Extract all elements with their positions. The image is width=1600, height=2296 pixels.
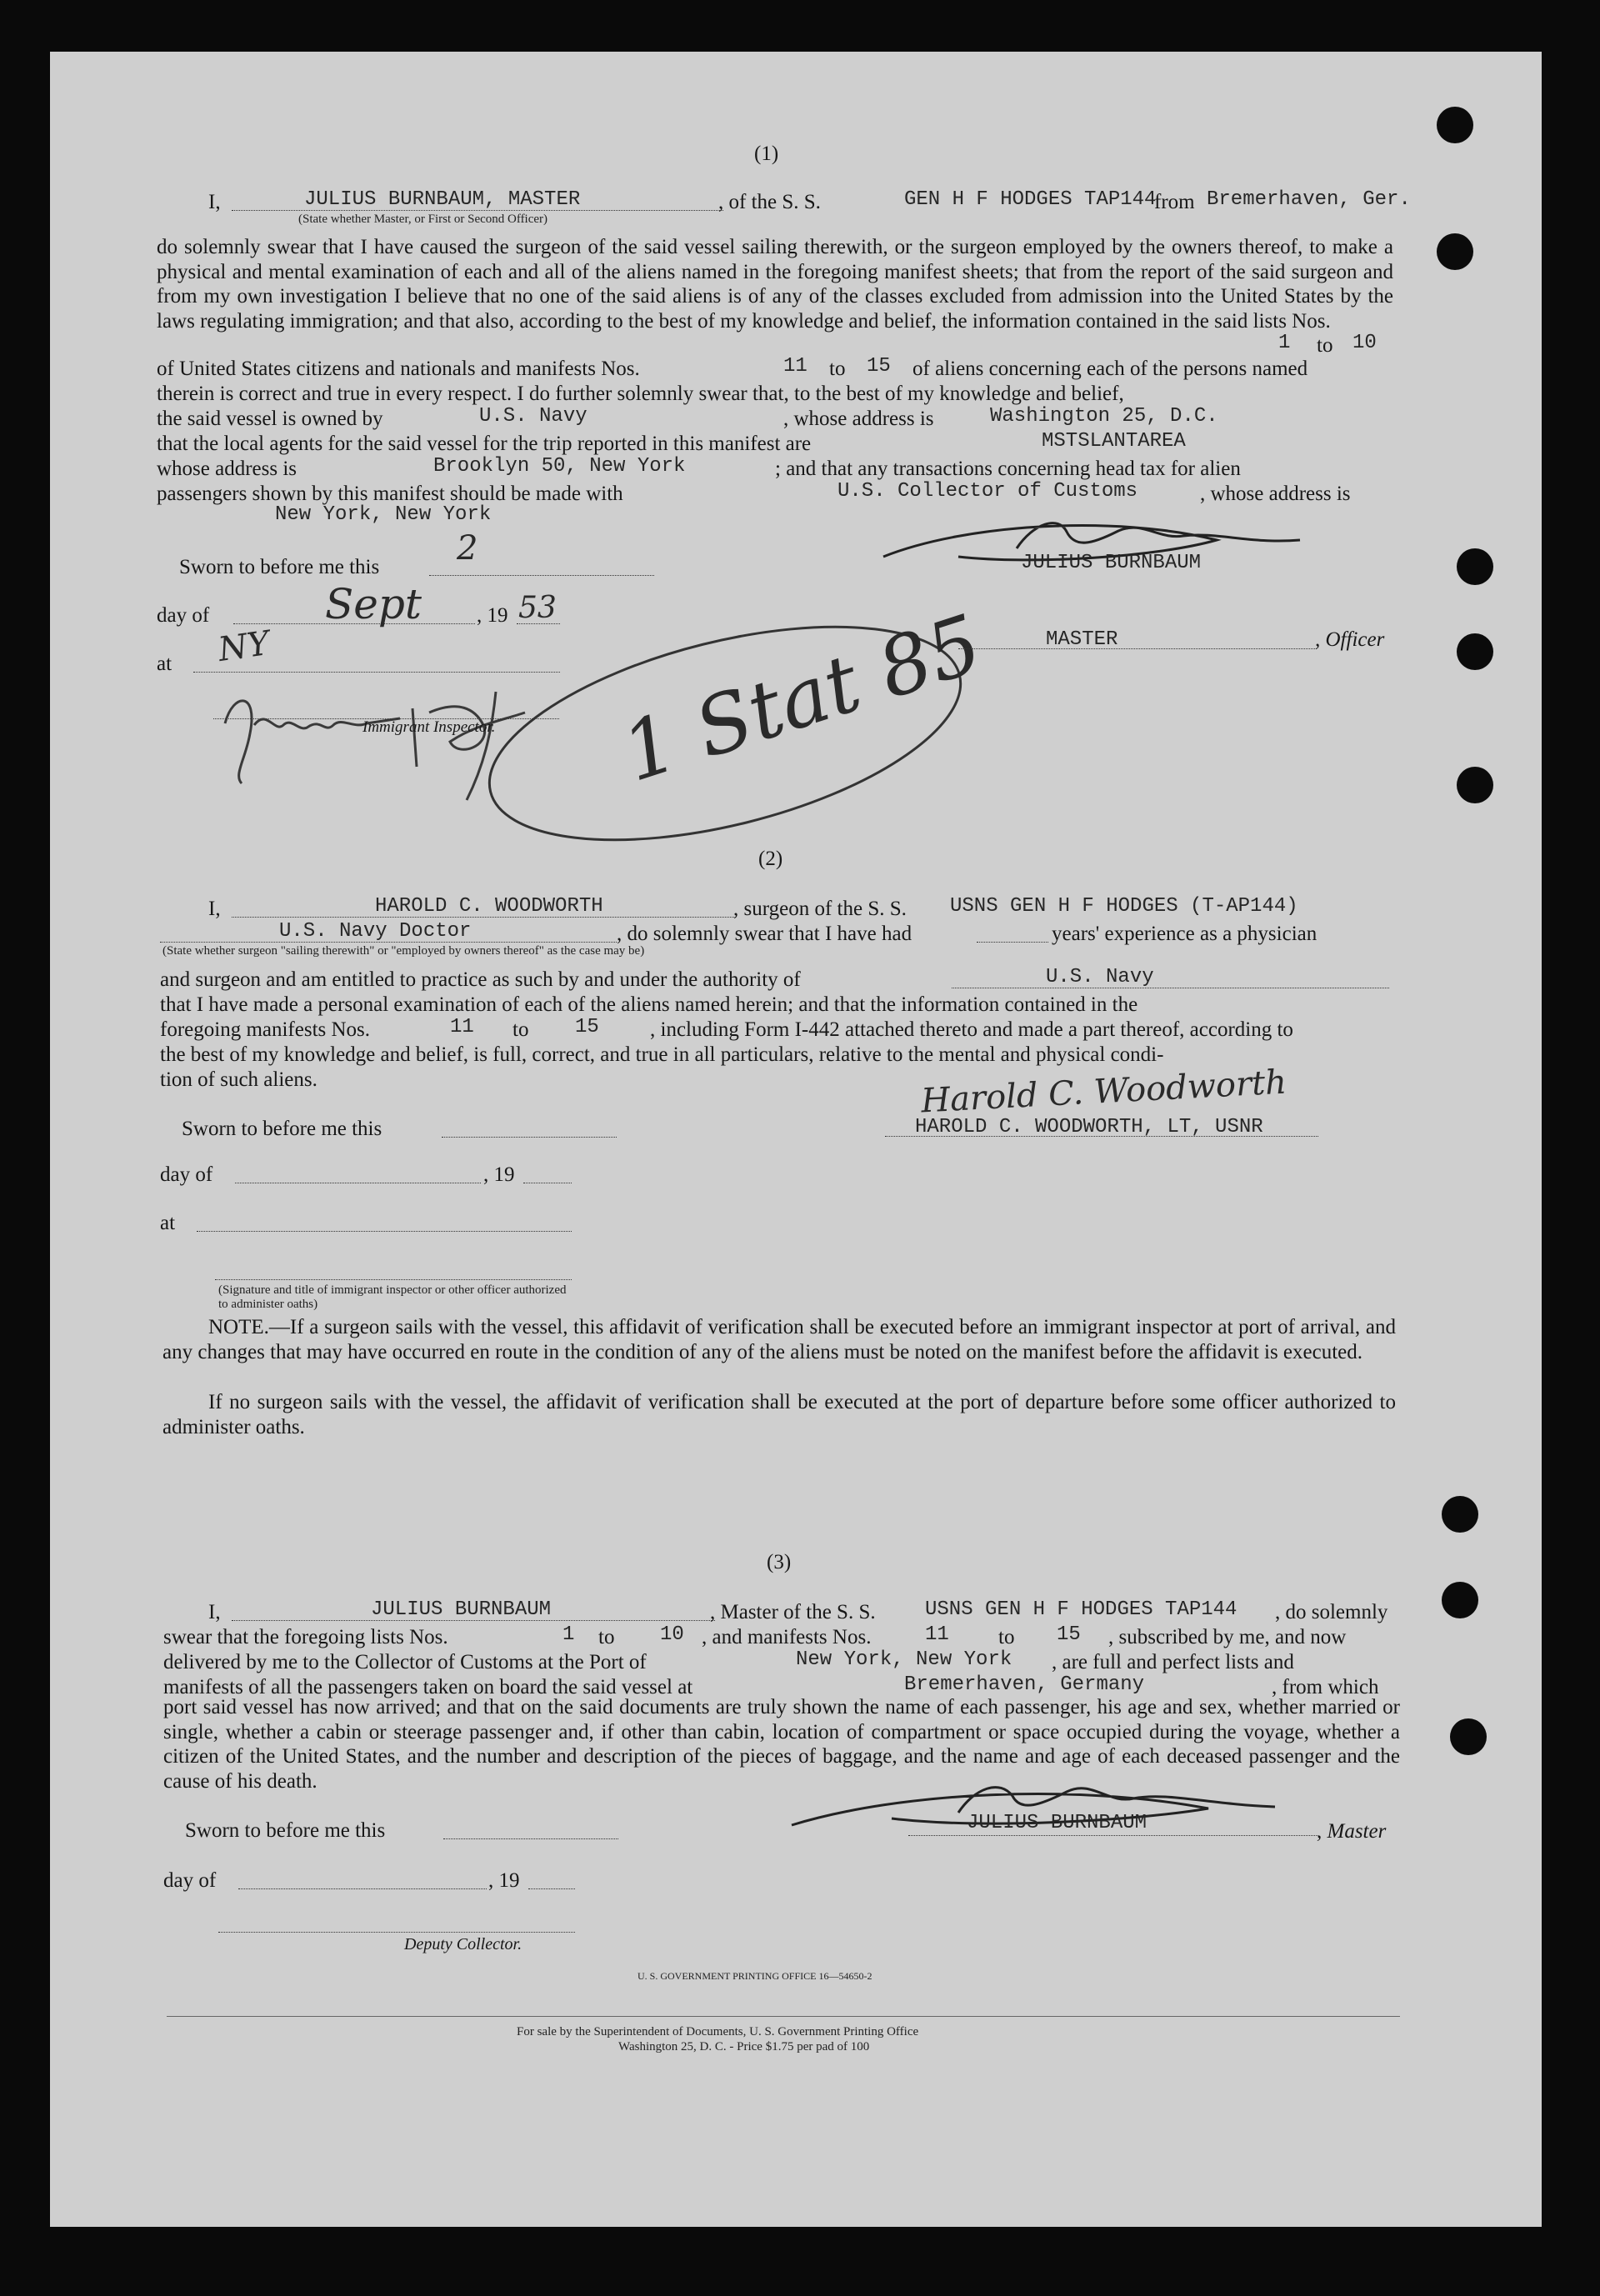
punch-hole-1 [1437,107,1473,143]
s2-surgeon-type: U.S. Navy Doctor [279,920,472,943]
s1-inspector-label: Immigrant Inspector. [362,718,496,736]
s1-manifests-from: 11 [783,355,808,378]
s3-year-line [528,1888,575,1889]
s1-of-ship: , of the S. S. [718,191,821,213]
s1-agents: MSTSLANTAREA [1042,430,1186,453]
s1-lead: I, [208,191,221,213]
s1-year: 53 [518,591,557,625]
s3-body: port said vessel has now arrived; and that on the said documents are truly shown the name of each passenger, his age and sex, whether married or single, whether a cabin or steerage passenger and, if other than cabin, location of compartment or space occupied during the voyage, whether a citizen of the United States, and the number and description of the pieces of baggage, and the name and age of each deceased passenger and the cause of his death. [163,1696,1400,1793]
s1-sworn-day: 2 [457,529,478,568]
s2-years-text: years' experience as a physician [1052,923,1318,945]
s2-tion-text: tion of such aliens. [160,1068,318,1091]
s3-vessel: USNS GEN H F HODGES TAP144 [925,1598,1238,1621]
s3-day-line [238,1888,487,1889]
s2-hint: (State whether surgeon "sailing therewith" or "employed by owners thereof" as the case may be) [162,944,645,958]
s1-collector: U.S. Collector of Customs [838,480,1138,503]
s2-authority-text: and surgeon and am entitled to practice as such by and under the authority of [160,968,801,991]
s2-form-text: , including Form I-442 attached thereto and made a part thereof, according to [650,1018,1293,1041]
s1-whose-address: , whose address is [783,408,934,430]
s1-owned-text: the said vessel is owned by [157,408,383,430]
s3-signature-line [908,1835,1318,1836]
s1-year-prefix: , 19 [477,604,508,627]
s2-swear-text: , do solemnly swear that I have had [617,923,912,945]
s1-to-2: to [829,358,846,380]
s1-port-from: Bremerhaven, Ger. [1207,188,1411,211]
s3-lead: I, [208,1601,221,1623]
s2-manifests-to: 15 [575,1016,599,1038]
s1-day-of: day of [157,604,210,627]
punch-hole-4 [1457,633,1493,670]
punch-hole-8 [1450,1718,1487,1755]
s2-years-line [977,942,1048,943]
s2-at-line [197,1231,572,1232]
s3-delivered-text: delivered by me to the Collector of Customs at the Port of [163,1651,647,1673]
s3-lists-to: 10 [660,1623,684,1646]
section-1-number: (1) [754,143,779,165]
punch-hole-6 [1442,1496,1478,1533]
s3-from-which: , from which [1272,1676,1379,1698]
s1-month: Sept [325,580,422,628]
s2-authority: U.S. Navy [1046,966,1154,988]
s1-passengers-text: passengers shown by this manifest should be made with [157,483,623,505]
s1-at-hand: NY [216,623,272,670]
s3-deputy-line [218,1932,575,1933]
s2-exam-text: that I have made a personal examination of each of the aliens named herein; and that the information contained in the [160,993,1138,1016]
s2-sworn-line [442,1137,617,1138]
s1-whose-address3: , whose address is [1200,483,1351,505]
s2-signature: Harold C. Woodworth [920,1063,1288,1121]
s1-lists-from: 1 [1278,332,1291,354]
s3-day-of: day of [163,1869,217,1892]
s2-lead: I, [208,898,221,920]
s3-swear-text: swear that the foregoing lists Nos. [163,1626,448,1648]
footer-printing: U. S. GOVERNMENT PRINTING OFFICE 16—54650-2 [638,1970,872,1982]
footer-sale-2: Washington 25, D. C. - Price $1.75 per pad of 100 [618,2040,870,2053]
s1-owner: U.S. Navy [479,405,588,428]
s1-master-name: JULIUS BURNBAUM, MASTER [304,188,581,211]
s2-surgeon-name: HAROLD C. WOODWORTH [375,895,603,918]
s2-sworn: Sworn to before me this [182,1118,382,1140]
s1-body-top: do solemnly swear that I have caused the surgeon of the said vessel sailing therewith, or the surgeon employed by the owners thereof, to make a physical and mental examination of each and all of the aliens named in the foregoing manifest sheets; that from the report of the said surgeon and from my own investigation I believe that no one of the said aliens is of any of the classes excluded from admission into the United States by the laws regulating immigration; and that also, according to the best of my knowledge and belief, the information contained in the said lists Nos. [157,236,1393,333]
s1-vessel: GEN H F HODGES TAP144 [904,188,1157,211]
footer-sale-1: For sale by the Superintendent of Documents, U. S. Government Printing Office [517,2025,919,2038]
footer-rule [167,2016,1400,2017]
s2-day-of: day of [160,1163,213,1186]
s2-to: to [512,1018,529,1041]
s1-to-1: to [1317,334,1333,357]
s1-whose-address2: whose address is [157,458,298,480]
s3-master-label: , Master [1317,1820,1387,1843]
s3-full-text: , are full and perfect lists and [1052,1651,1294,1673]
s2-belief-text: the best of my knowledge and belief, is full, correct, and true in all particulars, relative to the mental and physical condi- [160,1043,1164,1066]
s2-typed-signer: HAROLD C. WOODWORTH, LT, USNR [915,1116,1263,1138]
s1-signer-title: MASTER [1046,628,1118,651]
s1-transactions-text: ; and that any transactions concerning head tax for alien [775,458,1241,480]
s3-to-1: to [598,1626,615,1648]
s3-lists-from: 1 [562,1623,575,1646]
s2-sig-title-line [215,1279,572,1280]
s3-manifests-all-text: manifests of all the passengers taken on board the said vessel at [163,1676,693,1698]
section-3-number: (3) [767,1551,792,1573]
s3-master-name: JULIUS BURNBAUM [371,1598,552,1621]
s1-typed-signer: JULIUS BURNBAUM [1021,552,1202,574]
s2-at: at [160,1212,176,1234]
s2-foregoing-text: foregoing manifests Nos. [160,1018,371,1041]
s1-sworn-line [429,575,654,576]
punch-hole-5 [1457,767,1493,803]
s1-sworn: Sworn to before me this [179,556,380,578]
s1-from: from [1154,191,1195,213]
s1-title-hint: (State whether Master, or First or Second Officer) [298,213,548,226]
punch-hole-3 [1457,548,1493,585]
s3-manifests-to: 15 [1057,1623,1081,1646]
s3-manifests-text: , and manifests Nos. [702,1626,872,1648]
s1-signature-line [958,648,1317,649]
s2-year-prefix: , 19 [483,1163,515,1186]
s3-boarding-port: Bremerhaven, Germany [904,1673,1145,1696]
punch-hole-2 [1437,233,1473,270]
s3-to-2: to [998,1626,1015,1648]
s1-at: at [157,653,172,675]
s3-year-prefix: , 19 [488,1869,520,1892]
s2-manifests-from: 11 [450,1016,474,1038]
s3-manifests-from: 11 [925,1623,949,1646]
note-p1: NOTE.—If a surgeon sails with the vessel, this affidavit of verification shall be executed before an immigrant inspector at port of arrival, and any changes that may have occurred en route in the condition of any of the aliens must be noted on the manifest before the affidavit is executed. [162,1316,1396,1363]
section-2-number: (2) [758,848,783,870]
s3-typed-signer: JULIUS BURNBAUM [967,1812,1148,1834]
punch-hole-7 [1442,1582,1478,1618]
s3-master-of: , Master of the S. S. [710,1601,876,1623]
s3-port: New York, New York [796,1648,1012,1671]
s1-agents-address: Brooklyn 50, New York [433,455,686,478]
s3-subscribed-text: , subscribed by me, and now [1108,1626,1347,1648]
s1-collector-address: New York, New York [275,503,492,526]
s1-aliens-text: of aliens concerning each of the persons named [912,358,1308,380]
s1-body-mid: therein is correct and true in every respect. I do further solemnly swear that, to the best of my knowledge and belief, [157,383,1124,405]
s1-citizens-text: of United States citizens and nationals and manifests Nos. [157,358,640,380]
s1-owner-address: Washington 25, D.C. [990,405,1218,428]
s1-manifests-to: 15 [867,355,891,378]
s1-agents-text: that the local agents for the said vessel for the trip reported in this manifest are [157,433,812,455]
note-p2: If no surgeon sails with the vessel, the affidavit of verification shall be executed at the port of departure before some officer authorized to administer oaths. [162,1391,1396,1438]
s1-officer: , Officer [1315,628,1385,651]
s2-vessel: USNS GEN H F HODGES (T-AP144) [950,895,1298,918]
s3-sworn-line [443,1838,618,1839]
s1-lists-to: 10 [1352,332,1377,354]
s3-solemnly: , do solemnly [1275,1601,1388,1623]
s3-sworn: Sworn to before me this [185,1819,386,1842]
s2-sig-title: (Signature and title of immigrant inspector or other officer authorized to administer oaths) [218,1283,567,1312]
s3-deputy: Deputy Collector. [404,1935,522,1953]
stamp-note-text: 1 Stat 85 [611,597,992,800]
s2-surgeon-of: , surgeon of the S. S. [733,898,907,920]
